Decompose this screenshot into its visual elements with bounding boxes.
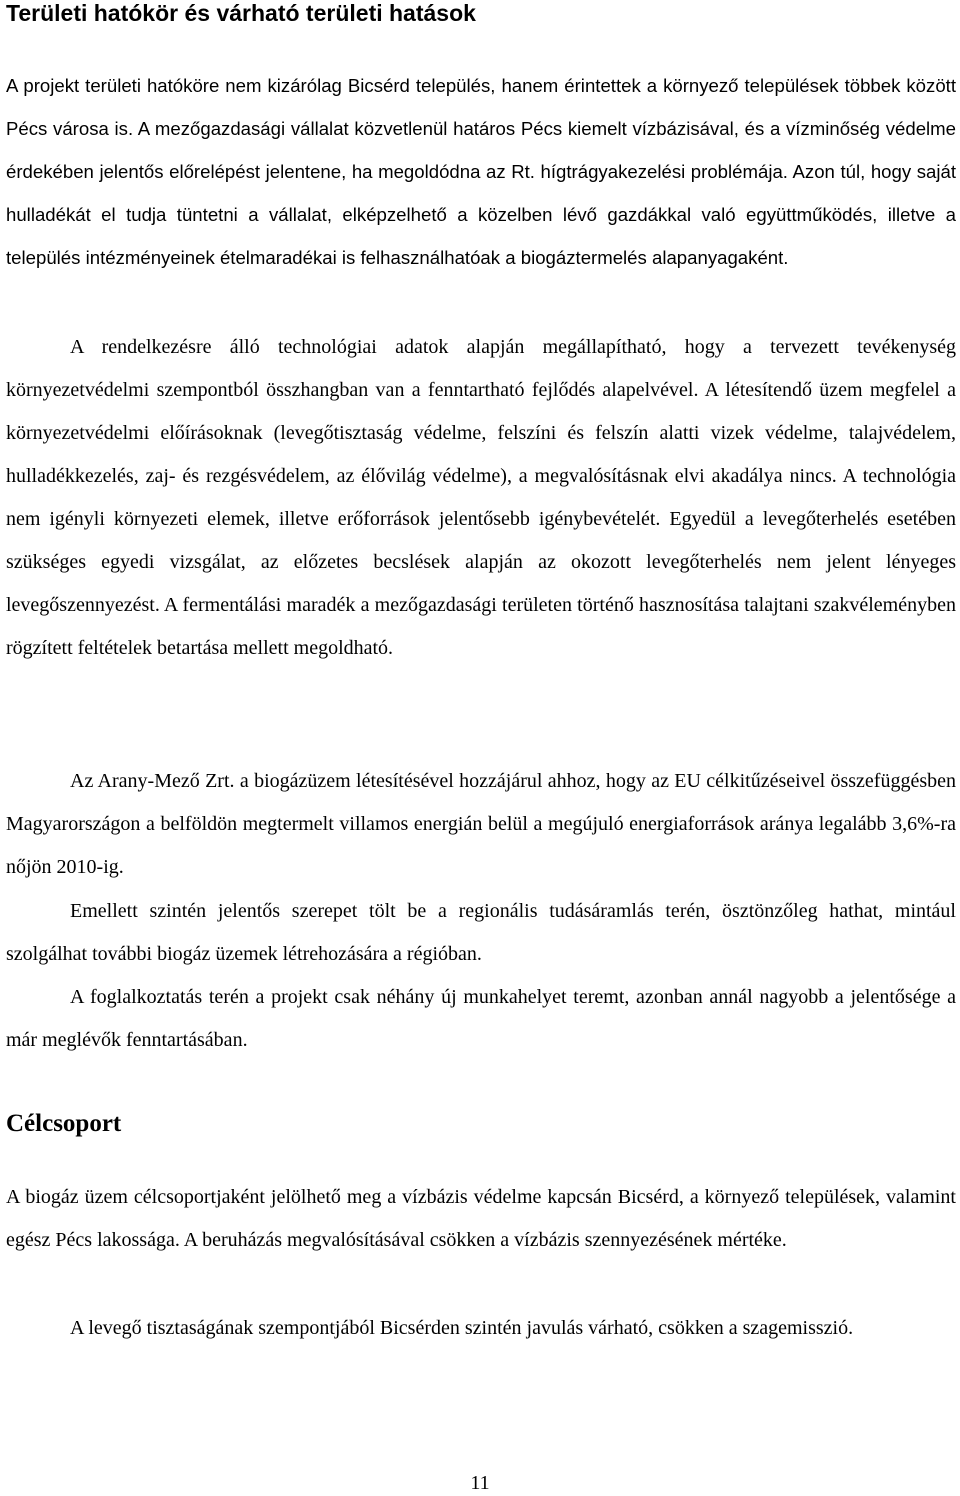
paragraph-text: A levegő tisztaságának szempontjából Bicsérden szintén javulás várható, csökken a szagemisszió. (70, 1317, 854, 1339)
paragraph-text: A biogáz üzem célcsoportjaként jelölhető meg a vízbázis védelme kapcsán Bicsérd, a környező települések, valamint egész Pécs lakossága. A beruházás megvalósításával csökken a vízbázis szennyezésének mértéke. (6, 1186, 956, 1251)
section-heading-target-group: Célcsoport (6, 1110, 122, 1137)
paragraph-text: Emellett szintén jelentős szerepet tölt be a regionális tudásáramlás terén, ösztönzőleg hathat, mintául szolgálhat további biogáz üzemek létrehozására a régióban. (6, 900, 956, 965)
paragraph-employment (6, 976, 956, 1062)
paragraph-territorial-scope (6, 64, 956, 279)
paragraph-air-quality (6, 1307, 956, 1350)
paragraph-text: Az Arany-Mező Zrt. a biogázüzem létesítésével hozzájárul ahhoz, hogy az EU célkitűzéseivel összefüggésben Magyarországon a belföldön megtermelt villamos energián belül a megújuló energiaforrások aránya legalább 3,6%-ra nőjön 2010-ig. (6, 770, 956, 878)
paragraph-environmental (6, 326, 956, 670)
paragraph-text: A foglalkoztatás terén a projekt csak néhány új munkahelyet teremt, azonban annál nagyobb a jelentősége a már meglévők fenntartásában. (6, 986, 956, 1051)
paragraph-text: A projekt területi hatóköre nem kizárólag Bicsérd település, hanem érintettek a környező települések többek között Pécs városa is. A mezőgazdasági vállalat közvetlenül határos Pécs kiemelt vízbázisával, és a vízminőség védelme érdekében jelentős előrelépést jelentene, ha megoldódna az Rt. hígtrágyakezelési problémája. Azon túl, hogy saját hulladékát el tudja tüntetni a vállalat, elképzelhető a közelben lévő gazdákkal való együttműködés, illetve a település intézményeinek ételmaradékai is felhasználhatóak a biogáztermelés alapanyagaként. (6, 75, 956, 268)
paragraph-text: A rendelkezésre álló technológiai adatok alapján megállapítható, hogy a tervezett tevékenység környezetvédelmi szempontból összhangban van a fenntartható fejlődés alapelvével. A létesítendő üzem megfelel a környezetvédelmi előírásoknak (levegőtisztaság védelme, felszíni és felszín alatti vizek védelme, talajvédelem, hulladékkezelés, zaj- és rezgésvédelem, az élővilág védelme), a megvalósításnak elvi akadálya nincs. A technológia nem igényli környezeti elemek, illetve erőforrások jelentősebb igénybevételét. Egyedül a levegőterhelés esetében szükséges egyedi vizsgálat, az előzetes becslések alapján az okozott levegőterhelés nem jelent lényeges levegőszennyezést. A fermentálási maradék a mezőgazdasági területen történő hasznosítása talajtani szakvéleményben rögzített feltételek betartása mellett megoldható. (6, 336, 956, 659)
paragraph-eu-goals (6, 760, 956, 889)
paragraph-target-group (6, 1176, 956, 1262)
page-number: 11 (470, 1472, 490, 1494)
paragraph-knowledge-flow (6, 890, 956, 976)
section-heading-territorial-scope: Területi hatókör és várható területi hatások (6, 0, 476, 26)
